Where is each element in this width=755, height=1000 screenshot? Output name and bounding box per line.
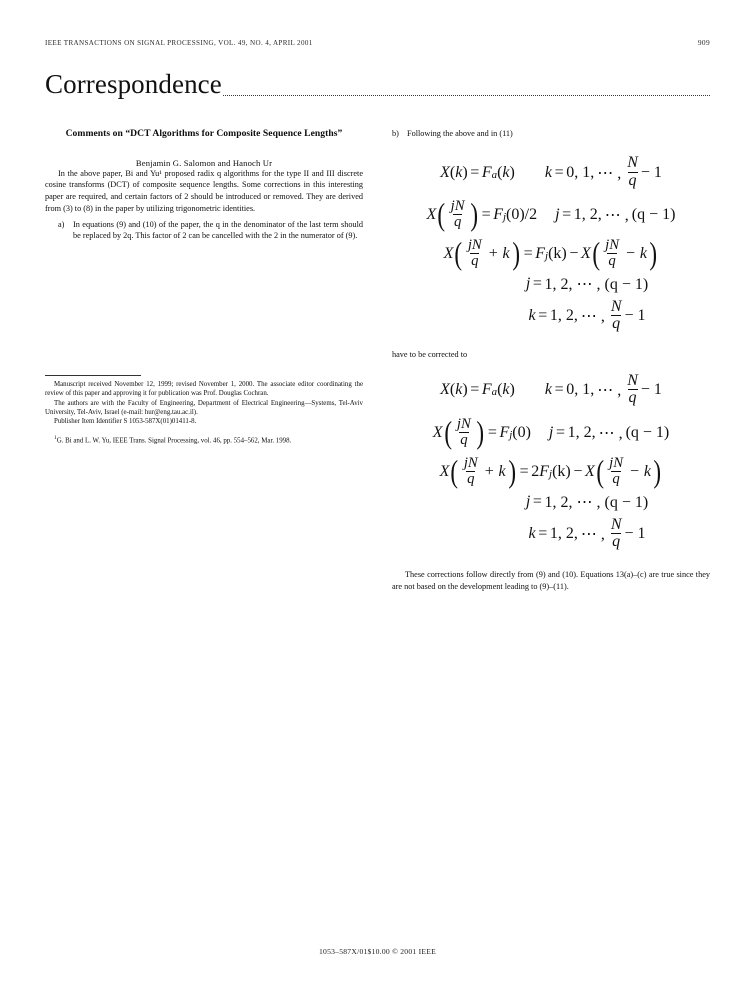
footnote-publisher-item: Publisher Item Identifier S 1053-587X(01)01411-8. [54,418,197,425]
article-title: Comments on “DCT Algorithms for Composite Sequence Lengths” [65,128,343,139]
article-authors: Benjamin G. Salomon and Hanoch Ur [135,157,273,168]
footnote-reference-marker: 1 [54,435,57,442]
section-banner [45,71,710,98]
eq3-term-minus: − k [625,244,647,262]
ceq1-range-dots: ⋯ , [597,382,622,400]
eq1-range-var: k [544,163,552,181]
corrected-equation-3 [392,453,710,489]
left-column [45,128,363,445]
list-item-a-text: In equations (9) and (10) of the paper, the q in the denominator of the last term should be replaced by 2q. This factor of 2 can be cancelled with the 2 in the numerator of (9). [73,219,363,241]
eq2-lhs-fn: X [426,205,437,223]
ceq2-rhs-arg: (0) [512,423,531,441]
corrected-equation-group [392,374,710,551]
ceq2-rhs-fn: F [499,423,510,441]
original-equation-3 [392,235,710,271]
eq1-range-end: − 1 [640,163,662,181]
list-item-a [45,219,363,242]
intro-paragraph: In the above paper, Bi and Yu¹ proposed radix q algorithms for the type II and III discrete cosine transforms (DCT) of composite sequence lengths. Some corrections in this interesting paper are required, and certain factors of 2 should be introduced or removed. They are derived from (3) to (8) in the paper by utilizing trigonometric identities. [45,168,363,213]
footnote-block [45,375,363,446]
eq2-range-dots: ⋯ , [604,206,629,224]
corrected-equation-1: X ( k ) = F a ( k ) k = 0, 1, ⋯ , $\frac{N}{q}$ − 1 [440,372,662,407]
running-head-journal: IEEE TRANSACTIONS ON SIGNAL PROCESSING, VOL. 49, NO. 4, APRIL 2001 [45,39,313,47]
ceq3-term-fraction: $\frac{jN}{q}$ [609,454,624,487]
footnote-reference [45,435,363,446]
original-equation-3-range-j: j = 1, 2, ⋯ , (q − 1) [525,275,649,294]
ceq2-range-var: j [548,423,554,441]
ceq3-range-k-var: k [528,525,536,543]
copyright-line: 1053–587X/01$10.00 © 2001 IEEE [318,947,437,956]
banner-rule [223,85,710,98]
footnote-affiliation: The authors are with the Faculty of Engineering, Department of Electrical Engineering—Systems, Tel-Aviv University, Tel-Aviv, Israel (e-mail: hur@eng.tau.ac.il). [45,399,363,416]
list-item-b [392,128,710,140]
eq3-range-j-var: j [525,275,531,293]
ceq2-paren: ( $\frac{jN}{q}$ ) [443,414,484,450]
eq2-argument-fraction: $\frac{jN}{q}$ [450,197,465,230]
ceq3-equals: = [519,462,529,480]
ceq3-range-k-fraction: $\frac{N}{q}$ [610,515,622,551]
eq3-lhs-fn: X [443,244,454,262]
ceq2-range-start: 1, 2, [567,423,596,441]
list-item-b-marker: b) [392,129,399,138]
ceq3-minus: − [573,462,583,480]
eq1-rhs-fn: F [481,163,492,181]
eq2-rhs-arg: (0)/2 [506,205,538,223]
eq3-lhs-paren: ( $\frac{jN}{q}$ + k ) [454,235,520,271]
ceq1-rhs-arg: k [502,381,510,399]
eq1-lhs-fn: X [440,163,450,181]
section-banner-title: Correspondence [45,69,222,99]
eq3-range-j: 1, 2, ⋯ , (q − 1) [544,276,649,294]
eq3-range-k-var: k [528,307,536,325]
ceq2-lhs-fn: X [432,423,443,441]
corrected-equation-3-range-k: k = 1, 2, ⋯ , $\frac{N}{q}$ − 1 [528,515,646,551]
eq2-equals: = [481,205,491,223]
ceq3-rhs-fn: F [539,462,550,480]
eq1-range-fraction: $\frac{N}{q}$ [627,154,638,189]
eq3-term-fraction: $\frac{jN}{q}$ [605,236,620,269]
closing-paragraph: These corrections follow directly from (9) and (10). Equations 13(a)–(c) are true since they are not based on the development leading to (9)–(11). [392,569,710,591]
ceq3-rhs-sub: j [549,467,553,480]
eq1-range-start: 0, 1, [566,163,595,181]
corrected-lead-text: have to be corrected to [392,349,468,359]
ceq3-range-k-dots: ⋯ , [580,526,605,544]
eq3-rhs-fn: F [535,244,546,262]
ceq1-range-end: − 1 [640,381,662,399]
ceq3-rhs-arg: (k) [552,462,571,480]
eq3-range-k-fraction: $\frac{N}{q}$ [610,297,622,333]
eq3-lhs-plus: + k [487,244,510,262]
eq2-paren: ( $\frac{jN}{q}$ ) [437,196,478,232]
ceq3-lhs-fraction: $\frac{jN}{q}$ [463,454,478,487]
two-column-body [45,128,710,918]
ceq1-rhs-fn: F [481,381,492,399]
eq2-range-start: 1, 2, [573,205,602,223]
ceq2-rhs-sub: j [509,428,513,441]
ceq3-lhs-paren: ( $\frac{jN}{q}$ + k ) [450,453,516,489]
eq3-rhs-sub: j [545,249,549,262]
original-equation-3-range-k: k = 1, 2, ⋯ , $\frac{N}{q}$ − 1 [528,297,646,333]
original-equation-group [392,156,710,333]
eq1-lhs-arg: k [455,163,463,181]
ceq3-factor: 2 [531,462,540,480]
ceq3-range-j: 1, 2, ⋯ , (q − 1) [544,494,649,512]
eq3-range-k-dots: ⋯ , [580,308,605,326]
page-footer [0,947,755,956]
ceq1-range-fraction: $\frac{N}{q}$ [627,372,638,407]
ceq1-range-var: k [544,381,552,399]
eq2-rhs-fn: F [493,205,503,223]
eq3-range-k-end: − 1 [624,307,646,325]
ceq1-range-start: 0, 1, [566,381,595,399]
eq3-term-paren: ( $\frac{jN}{q}$ − k ) [592,235,657,271]
ceq2-argument-fraction: $\frac{jN}{q}$ [456,415,471,448]
list-item-b-text: Following the above and in (11) [407,129,513,138]
page-number: 909 [697,38,710,47]
ceq2-range-dots: ⋯ , [598,424,623,442]
eq1-range-dots: ⋯ , [597,164,622,182]
eq3-rhs-arg: (k) [548,244,567,262]
original-equation-1: X ( k ) = F a ( k ) k = 0, 1, ⋯ , $\frac{N}{q}$ − 1 [440,154,662,189]
eq3-equals: = [523,244,533,262]
eq1-rhs-sub: a [491,168,498,181]
footnote-reference-text: G. Bi and L. W. Yu, IEEE Trans. Signal Processing, vol. 46, pp. 554–562, Mar. 1998. [56,437,292,445]
eq3-range-k-start: 1, 2, [549,307,578,325]
ceq3-lhs-plus: + k [483,462,506,480]
eq3-minus: − [569,244,579,262]
footnote-rule [45,375,141,376]
ceq2-equals: = [487,423,497,441]
original-equation-2: X ( $\frac{jN}{q}$ ) = F j (0)/2 j = 1, 2, ⋯ , (q − 1) [426,196,676,232]
right-column [392,128,710,592]
ceq1-lhs-arg: k [455,381,463,399]
ceq2-range-end: (q − 1) [625,423,670,441]
ceq3-lhs-fn: X [439,462,450,480]
eq2-range-end: (q − 1) [631,205,676,223]
eq1-rhs-arg: k [502,163,510,181]
ceq3-range-j-var: j [525,493,531,511]
eq3-term-fn: X [580,244,591,262]
list-item-a-marker: a) [58,219,65,229]
eq2-rhs-sub: j [502,210,507,223]
running-head [45,38,710,47]
eq2-range-var: j [555,205,560,223]
ceq3-term-fn: X [584,462,595,480]
ceq1-rhs-sub: a [491,386,498,399]
corrected-equation-2: X ( $\frac{jN}{q}$ ) = F j (0) j = 1, 2, ⋯ , (q − 1) [432,414,670,450]
ceq3-range-k-end: − 1 [624,525,646,543]
ceq3-term-minus: − k [629,462,651,480]
corrected-equation-3-range-j: j = 1, 2, ⋯ , (q − 1) [525,493,649,512]
ceq3-range-k-start: 1, 2, [549,525,578,543]
footnote-manuscript: Manuscript received November 12, 1999; revised November 1, 2000. The associate editor coordinating the review of this paper and approving it for publication was Prof. Douglas Cochran. [45,381,363,398]
eq3-lhs-fraction: $\frac{jN}{q}$ [467,236,482,269]
eq1-equals: = [470,163,480,181]
ceq1-equals: = [470,381,480,399]
ceq3-term-paren: ( $\frac{jN}{q}$ − k ) [596,453,661,489]
ceq1-lhs-fn: X [440,381,450,399]
